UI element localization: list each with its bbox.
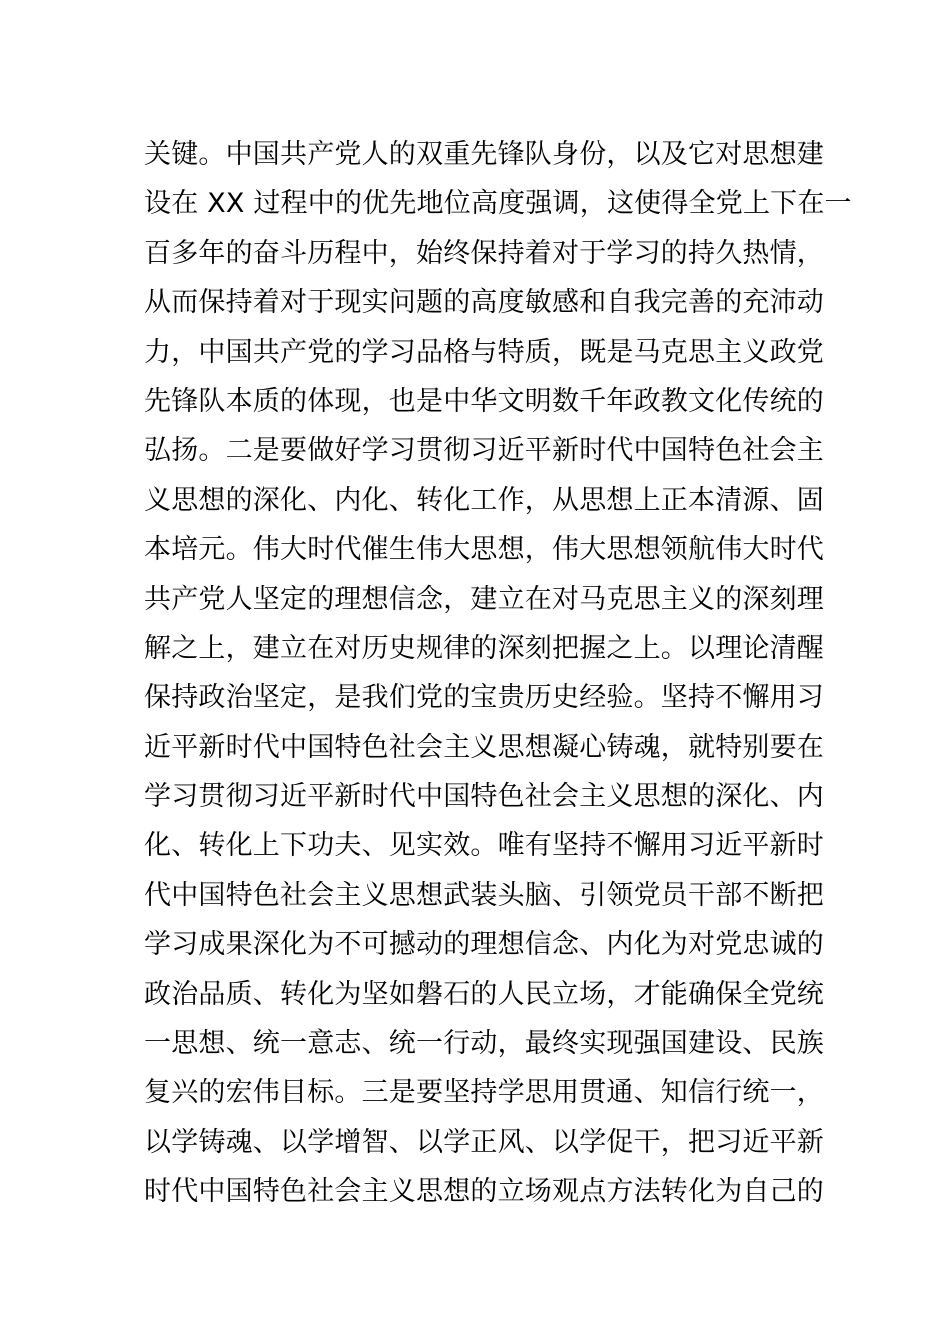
text-line: 代中国特色社会主义思想武装头脑、引领党员干部不断把 (144, 879, 824, 911)
text-line: 一思想、统一意志、统一行动，最终实现强国建设、民族 (144, 1028, 824, 1060)
text-line: 设在 XX 过程中的优先地位高度强调，这使得全党上下在一 (144, 188, 852, 220)
text-line: 学习贯彻习近平新时代中国特色社会主义思想的深化、内 (144, 781, 824, 813)
text-line: 本培元。伟大时代催生伟大思想，伟大思想领航伟大时代 (144, 534, 824, 566)
text-line: 百多年的奋斗历程中，始终保持着对于学习的持久热情， (144, 237, 824, 269)
text-line: 时代中国特色社会主义思想的立场观点方法转化为自己的 (144, 1176, 824, 1208)
text-line: 关键。中国共产党人的双重先锋队身份，以及它对思想建 (144, 139, 824, 170)
text-line: 保持政治坚定，是我们党的宝贵历史经验。坚持不懈用习 (144, 682, 824, 714)
text-line: 近平新时代中国特色社会主义思想凝心铸魂，就特别要在 (144, 731, 824, 763)
text-line: 复兴的宏伟目标。三是要坚持学思用贯通、知信行统一， (144, 1077, 824, 1109)
text-line: 解之上，建立在对历史规律的深刻把握之上。以理论清醒 (144, 632, 824, 664)
text-line: 共产党人坚定的理想信念，建立在对马克思主义的深刻理 (144, 583, 824, 615)
text-line: 先锋队本质的体现，也是中华文明数千年政教文化传统的 (144, 385, 824, 417)
text-line: 弘扬。二是要做好学习贯彻习近平新时代中国特色社会主 (144, 435, 824, 467)
text-line: 政治品质、转化为坚如磐石的人民立场，才能确保全党统 (144, 978, 824, 1010)
text-line: 义思想的深化、内化、转化工作，从思想上正本清源、固 (144, 484, 824, 516)
text-line: 以学铸魂、以学增智、以学正风、以学促干，把习近平新 (144, 1126, 824, 1158)
text-line: 学习成果深化为不可撼动的理想信念、内化为对党忠诚的 (144, 929, 824, 961)
body-text (144, 130, 852, 1217)
text-line: 从而保持着对于现实问题的高度敏感和自我完善的充沛动 (144, 287, 824, 319)
text-line: 化、转化上下功夫、见实效。唯有坚持不懈用习近平新时 (144, 830, 824, 862)
text-line: 力，中国共产党的学习品格与特质，既是马克思主义政党 (144, 336, 824, 368)
